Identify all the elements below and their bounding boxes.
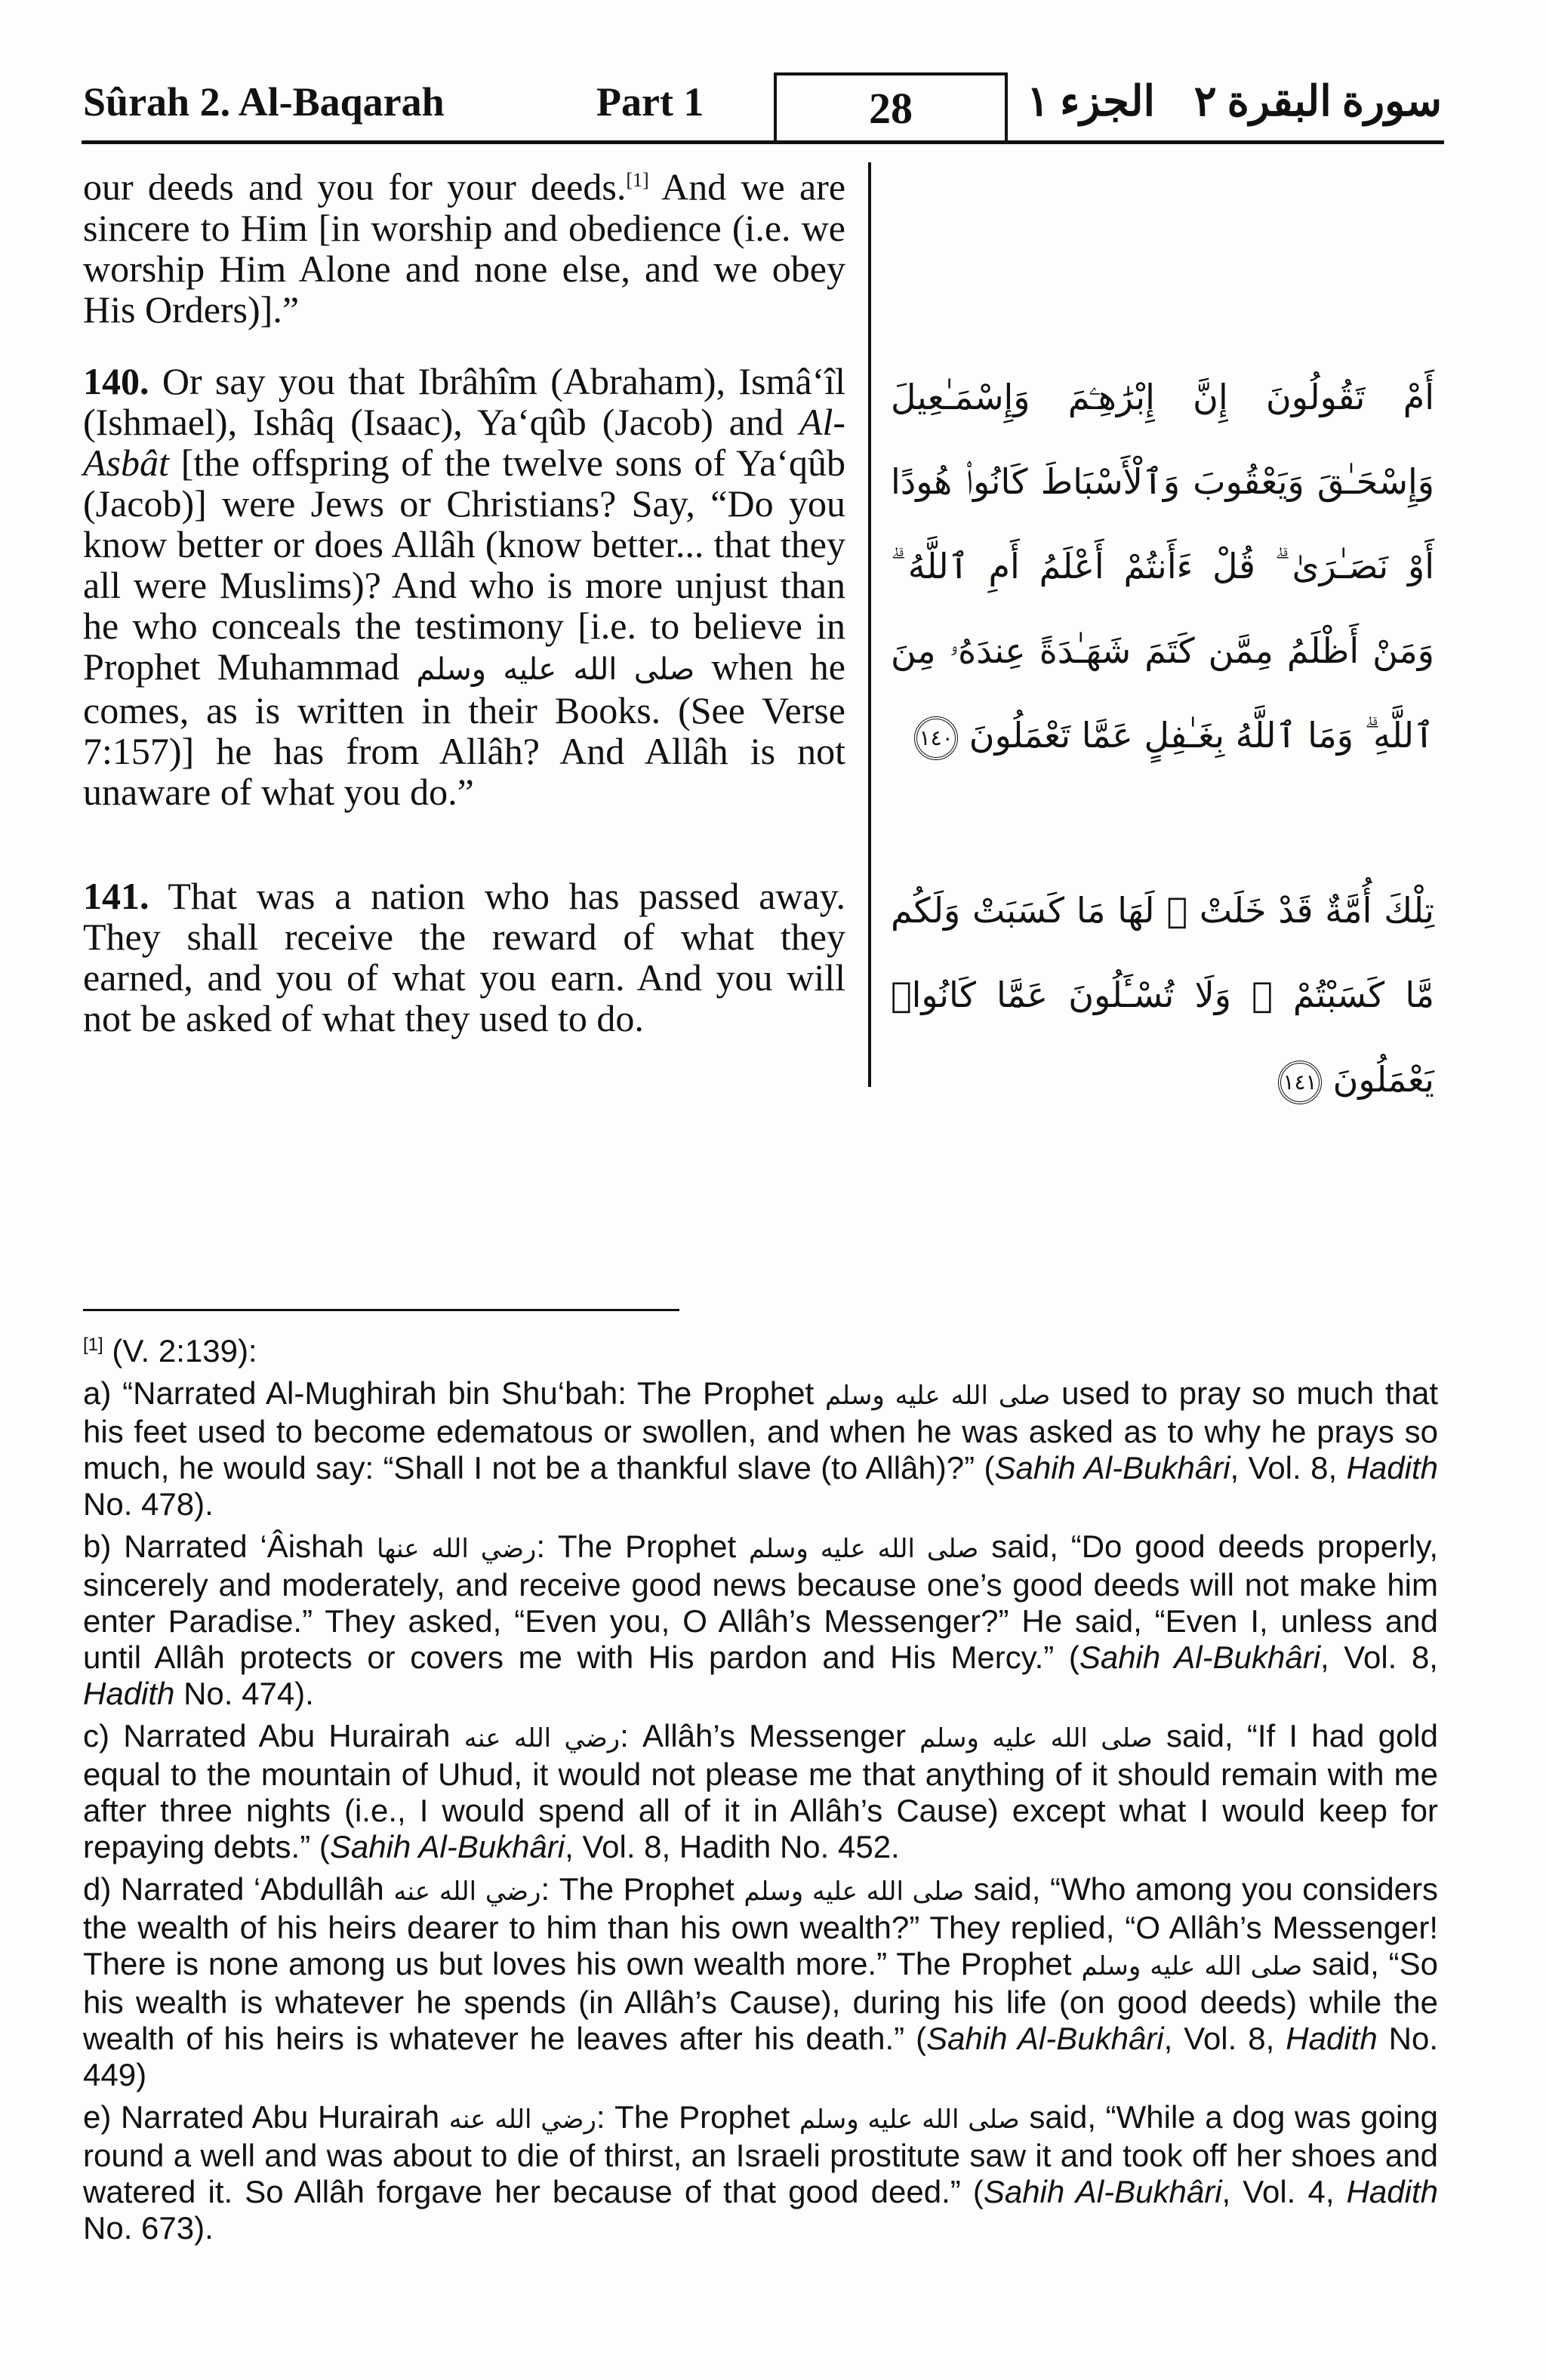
english-continuation [83, 160, 845, 330]
ayah-marker-140: ١٤٠ [914, 716, 958, 760]
salawat-inline: صلى الله عليه وسلم [1081, 1951, 1303, 1981]
footnotes [83, 1327, 1438, 2252]
verse-140-text-1: Or say you that Ibrâhîm (Abraham), Ismâ‘îl (Ishmael), Ishâq (Isaac), Ya‘qûb (Jacob) and [83, 360, 845, 443]
verse-number-140: 140. [83, 360, 149, 402]
column-divider [868, 162, 871, 1087]
surah-title-ar: سورة البقرة ٢ [1193, 79, 1442, 125]
source-title: Sahih Al-Bukhâri [329, 1829, 565, 1864]
source-title: Sahih Al-Bukhâri [926, 2021, 1164, 2056]
source-title: Sahih Al-Bukhâri [994, 1450, 1230, 1486]
salawat-inline: صلى الله عليه وسلم [744, 1877, 965, 1907]
ayah-marker-141: ١٤١ [1278, 1061, 1322, 1104]
footnote-ref-text: (V. 2:139): [103, 1333, 257, 1369]
radiya-inline: رضي الله عنه [393, 1877, 541, 1907]
radiya-inline: رضي الله عنه [463, 1723, 621, 1753]
part-label-en: Part 1 [596, 79, 704, 125]
source-title: Sahih Al-Bukhâri [1079, 1640, 1321, 1675]
arabic-verse-141 [891, 868, 1434, 1122]
arabic-verse-140 [891, 355, 1434, 777]
salawat-inline: صلى الله عليه وسلم [748, 1534, 979, 1564]
footnote-a: a) “Narrated Al-Mughirah bin Shu‘bah: The Prophet صلى الله عليه وسلم used to pray so much that his feet used to become edematous or swollen, and when he was asked as to why he prays so much, he would say: “Shall I not be a thankful slave (to Allâh)?” (Sahih Al-Bukhâri, Vol. 8, Hadith No. 478). [83, 1375, 1438, 1522]
footnote-d: d) Narrated ‘Abdullâh رضي الله عنه: The Prophet صلى الله عليه وسلم said, “Who among you considers the wealth of his heirs dearer to him than his own wealth?” They replied, “O Allâh’s Messenger! There is none among us but loves his own wealth more.” The Prophet صلى الله عليه وسلم said, “So his wealth is whatever he spends (in Allâh’s Cause), during his life (on good deeds) while the wealth of his heirs is whatever he leaves after his death.” (Sahih Al-Bukhâri, Vol. 8, Hadith No. 449) [83, 1871, 1439, 2092]
verse-140-text-3: when he comes, as is written in their Books. (See Verse 7:157)] he has from Allâh? And Allâh is not unaware of what you do.” [83, 645, 845, 813]
asbat-term: Al-Asbât [83, 401, 845, 484]
verse-number-141: 141. [83, 875, 149, 917]
page-number-box [774, 72, 1008, 140]
footnote-marker[interactable]: [1] [626, 169, 649, 191]
arabic-verse-140-text: أَمْ تَقُولُونَ إِنَّ إِبْرَٰهِـۧمَ وَإِسْمَـٰعِيلَ وَإِسْحَـٰقَ وَيَعْقُوبَ وَٱلْأَسْبَاطَ كَانُوا۟ هُودًا أَوْ نَصَـٰرَىٰ ۗ قُلْ ءَأَنتُمْ أَعْلَمُ أَمِ ٱللَّهُ ۗ وَمَنْ أَظْلَمُ مِمَّن كَتَمَ شَهَـٰدَةً عِندَهُۥ مِنَ ٱللَّهِ ۗ وَمَا ٱللَّهُ بِغَـٰفِلٍ عَمَّا تَعْمَلُونَ [891, 377, 1434, 756]
radiya-inline: رضي الله عنها [376, 1534, 537, 1564]
source-title: Sahih Al-Bukhâri [983, 2174, 1222, 2209]
surah-title-en: Sûrah 2. Al-Baqarah [83, 79, 445, 125]
footnote-reference [83, 1327, 1438, 1369]
part-label-ar: الجزء ١ [1027, 79, 1156, 125]
footnote-b: b) Narrated ‘Âishah رضي الله عنها: The Prophet صلى الله عليه وسلم said, “Do good deeds properly, sincerely and moderately, and receive good news because one’s good deeds will not make him enter Paradise.” They asked, “Even you, O Allâh’s Messenger?” He said, “Even I, unless and until Allâh protects or covers me with His pardon and His Mercy.” (Sahih Al-Bukhâri, Vol. 8, Hadith No. 474). [83, 1529, 1439, 1711]
footnote-e: e) Narrated Abu Hurairah رضي الله عنه: The Prophet صلى الله عليه وسلم said, “While a dog was going round a well and was about to die of thirst, an Israeli prostitute saw it and took off her shoes and watered it. So Allâh forgave her because of that good deed.” (Sahih Al-Bukhâri, Vol. 4, Hadith No. 673). [83, 2099, 1439, 2246]
salawat-inline: صلى الله عليه وسلم [416, 652, 695, 687]
salawat-inline: صلى الله عليه وسلم [824, 1381, 1051, 1411]
verse-141-text: That was a nation who has passed away. They shall receive the reward of what they earned, and you of what you earn. And you will not be asked of what they used to do. [83, 875, 845, 1039]
continuation-text-2: And we are sincere to Him [in worship and obedience (i.e. we worship Him Alone and none else, and we obey His Orders)].” [83, 165, 846, 331]
page-header [83, 72, 1442, 140]
header-rule [82, 140, 1444, 144]
page-number: 28 [869, 83, 913, 133]
arabic-verse-141-text: تِلْكَ أُمَّةٌ قَدْ خَلَتْ ۖ لَهَا مَا كَسَبَتْ وَلَكُم مَّا كَسَبْتُمْ ۖ وَلَا تُسْـَٔلُونَ عَمَّا كَانُوا۟ يَعْمَلُونَ [891, 890, 1434, 1100]
footnote-rule [83, 1309, 679, 1311]
radiya-inline: رضي الله عنه [448, 2104, 596, 2135]
continuation-text-1: our deeds and you for your deeds. [83, 165, 627, 208]
salawat-inline: صلى الله عليه وسلم [919, 1723, 1153, 1753]
footnote-c: c) Narrated Abu Hurairah رضي الله عنه: Allâh’s Messenger صلى الله عليه وسلم said, “If I had gold equal to the mountain of Uhud, it would not please me that anything of it should remain with me after three nights (i.e., I would spend all of it in Allâh’s Cause) except what I would keep for repaying debts.” (Sahih Al-Bukhâri, Vol. 8, Hadith No. 452. [83, 1718, 1438, 1864]
footnote-ref-marker: [1] [83, 1335, 103, 1355]
salawat-inline: صلى الله عليه وسلم [799, 2104, 1020, 2135]
verse-140-text-2: [the offspring of the twelve sons of Ya‘qûb (Jacob)] were Jews or Christians? Say, “Do you know better or does Allâh (know better... that they all were Muslims)? And who is more unjust than he who conceals the testimony [i.e. to believe in Prophet Muhammad [83, 442, 845, 688]
english-verse-141 [83, 876, 845, 1039]
english-verse-140 [83, 361, 845, 812]
